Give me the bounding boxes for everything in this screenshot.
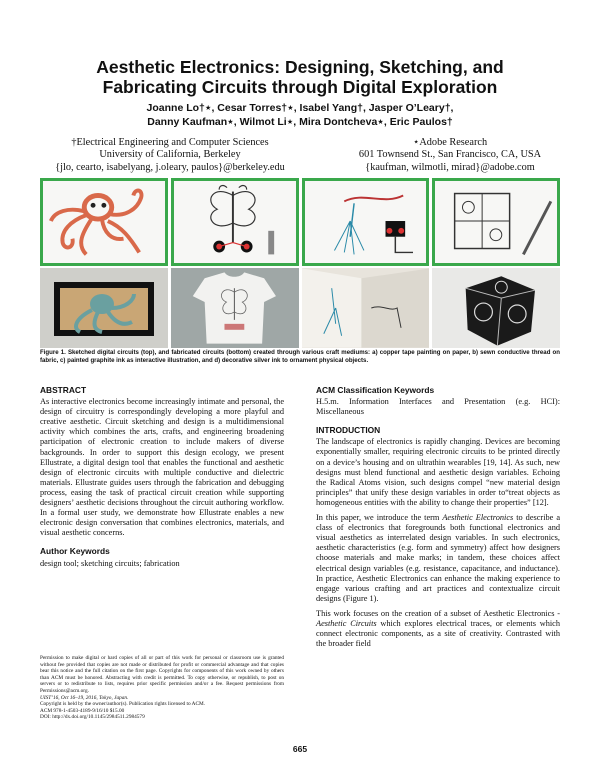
photo-tshirt — [171, 268, 299, 348]
title-line-1: Aesthetic Electronics: Designing, Sketching, and — [96, 57, 504, 77]
text-run: to describe a class of electronics that foregrounds both functional electronics and visual aesthetics as interrelated design variables. In such electronics, aesthetic characteristics (e.g. form and symmetry) affect how designers choose materials and make marks; in tandem, these choices affect electrical design variables (e.g. resistance, capacitance, and inductance). In practice, Aesthetic Electronics can enhance the making experience to engage various crafting and art practices and contextualize circuit designs (Figure 1). — [316, 513, 560, 603]
conference-text: UIST’16, Oct 16–19, 2016, Tokyo, Japan. — [40, 694, 129, 701]
tshirt-photo-figure — [171, 268, 299, 348]
affiliation-adobe — [310, 137, 590, 174]
title-line-2: Fabricating Circuits through Digital Exploration — [102, 77, 498, 97]
illustration-photo-figure — [302, 268, 430, 348]
aff-line: University of California, Berkeley — [99, 149, 241, 161]
dancer-sketch — [305, 181, 427, 263]
figure-caption: Figure 1. Sketched digital circuits (top), and fabricated circuits (bottom) created through various craft mediums: a) copper tape painting on paper, b) sewn conductive thread on fabric, c) painted graphite ink as interactive illustration, and d) decorative silver ink to ornament physical objects. — [40, 349, 560, 364]
abstract-heading: ABSTRACT — [40, 385, 87, 395]
affiliation-berkeley — [30, 137, 310, 174]
aff-line: †Electrical Engineering and Computer Sciences — [71, 137, 269, 148]
term-emphasis: Aesthetic Electronics — [442, 513, 514, 523]
copyright-text: Copyright is held by the owner/author(s). Publication rights licensed to ACM. — [40, 701, 206, 708]
sketch-butterfly-panel — [171, 178, 299, 266]
doi-text: DOI: http://dx.doi.org/10.1145/2984511.2984579 — [40, 714, 145, 721]
text-run: This work focuses on the creation of a subset of Aesthetic Electronics - — [316, 608, 560, 618]
figure-photo-row — [40, 268, 560, 348]
aff-line: 601 Townsend St., San Francisco, CA, USA — [358, 149, 542, 161]
intro-paragraph-2 — [316, 513, 560, 604]
sketch-dancer-panel — [302, 178, 430, 266]
intro-heading: INTRODUCTION — [316, 425, 381, 436]
abstract-text: As interactive electronics become increasingly intimate and personal, the design of circuitry is correspondingly developing a more playful and creative aesthetic. Circuit sketching and design is a multidimensional activity which combines the arts, crafts, and engineering broadening participation of electronic creation to include makers of diverse backgrounds. In order to support this design ecology, we present Ellustrate, a digital design tool that enables the functional and aesthetic design of electronic circuits with multiple conductive and dielectric materials. Ellustrate guides users through the fabrication and debugging process, easing the task of practical circuit creation while supporting designers’ aesthetic decisions throughout the circuit authoring workflow. In a formal user study, we demonstrate how Ellustrate enables a new electronic design conversation that combines electronics, materials, and visual aesthetic concerns. — [40, 397, 284, 538]
intro-paragraph-3 — [316, 609, 560, 649]
text-run: In this paper, we introduce the term — [316, 513, 443, 523]
term-emphasis: Aesthetic Circuits — [316, 618, 377, 628]
photo-interactive-illustration — [302, 268, 430, 348]
permission-block — [40, 655, 284, 721]
photo-octopus-painting — [40, 268, 168, 348]
butterfly-sketch — [174, 181, 296, 263]
page-number: 665 — [292, 744, 308, 754]
permission-text: Permission to make digital or hard copies of all or part of this work for personal or classroom use is granted without fee provided that copies are not made or distributed for profit or commercial advantage and that copies bear this notice and the full citation on the first page. Copyrights for components of this work owned by others than ACM must be honored. Abstracting with credit is permitted. To copy otherwise, or republish, to post on servers or to redistribute to lists, requires prior specific permission and/or a fee. Request permissions from Permissions@acm.org. — [40, 655, 284, 694]
octopus-photo-figure — [40, 268, 168, 348]
right-column — [316, 385, 560, 649]
aff-email: {kaufman, wilmotli, mirad}@adobe.com — [365, 161, 535, 173]
sketch-box-panel — [432, 178, 560, 266]
photo-decorated-box — [432, 268, 560, 348]
box-sketch — [435, 181, 557, 263]
author-list — [60, 101, 540, 129]
acm-heading: ACM Classification Keywords — [316, 385, 435, 395]
text-run: which explores electrical traces, or elements which connect electronic components, as a site of creativity. Contrasted with the broader field — [316, 618, 560, 649]
keywords-heading: Author Keywords — [40, 546, 110, 557]
keywords-text: design tool; sketching circuits; fabrication — [40, 558, 180, 568]
sketch-octopus-panel — [40, 178, 168, 266]
authors-line-2: Danny Kaufman⋆, Wilmot Li⋆, Mira Dontcheva⋆, Eric Paulos† — [147, 116, 453, 128]
aff-line: ⋆Adobe Research — [412, 137, 488, 148]
aff-email: {jlo, cearto, isabelyang, j.oleary, paulos}@berkeley.edu — [55, 161, 285, 173]
acm-text: H.5.m. Information Interfaces and Presentation (e.g. HCI): Miscellaneous — [316, 397, 560, 417]
isbn-text: ACM 978-1-4503-4189-9/16/10 $15.00 — [40, 707, 125, 714]
octopus-sketch — [43, 181, 165, 263]
box-photo-figure — [432, 268, 560, 348]
intro-paragraph-1: The landscape of electronics is rapidly changing. Devices are becoming exponentially smaller, requiring electronic circuits to be printed directly on a device’s housing and on ultrathin wearables [19, 14]. As such, new designs must blend functional and aesthetic design variables. Echoing the Radical Atoms vision, such designs compel “new material design principles” that unify these design variables in order to“treat objects as homogeneous entities with the ability to change their properties” [12]. — [316, 437, 560, 507]
figure-sketch-row — [40, 178, 560, 266]
authors-line-1: Joanne Lo†⋆, Cesar Torres†⋆, Isabel Yang†, Jasper O’Leary†, — [146, 102, 454, 114]
left-column — [40, 385, 284, 569]
paper-title — [60, 57, 540, 97]
